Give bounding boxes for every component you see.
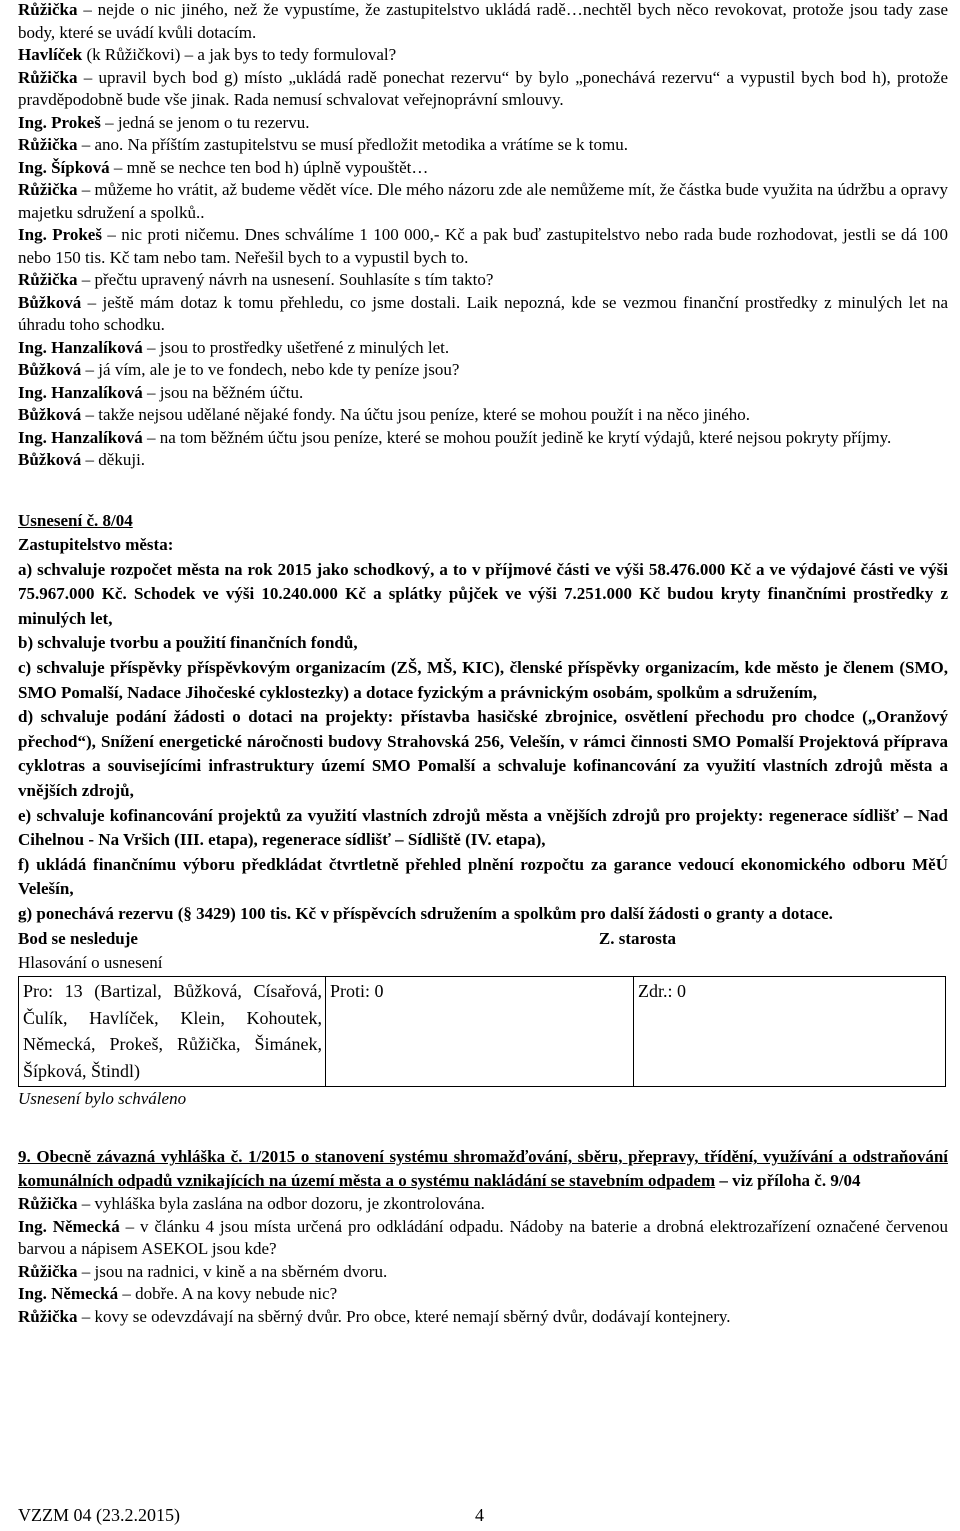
speech-line: Ing. Prokeš – jedná se jenom o tu rezervu.	[18, 112, 310, 132]
speech-line: Bůžková – takže nejsou udělané nějaké fondy. Na účtu jsou peníze, které se mohou použít i na něco jiného.	[18, 405, 751, 424]
speech-line: Bůžková – děkuji.	[18, 450, 146, 469]
section-9-heading: 9. Obecně závazná vyhláška č. 1/2015 o stanovení systému shromažďování, sběru, přepravy, třídění, využívání a odstraňování komunálních odpadů vznikajících na území města a o systému nakládání se stavebním odpadem – viz příloha č. 9/04	[18, 1147, 948, 1191]
speech-line: Růžička – kovy se odevzdávají na sběrný dvůr. Pro obce, které nemají sběrný dvůr, dodávají kontejnery.	[18, 1306, 731, 1326]
document-page	[18, 0, 948, 1328]
resolution-item: d) schvaluje podání žádosti o dotaci na projekty: přístavba hasičské zbrojnice, osvětlení přechodu pro chodce („Oranžový přechod“), Snížení energetické náročnosti budovy Strahovská 256, Velešín, v rámci činnosti SMO Pomalší Projektová příprava cyklotras a souvisejícími infrastruktury území SMO Pomalší a schvaluje kofinancování za využití vlastních zdrojů města a vnějších zdrojů,	[18, 707, 948, 801]
section-9	[18, 1145, 948, 1328]
speech-line: Růžička – vyhláška byla zaslána na odbor dozoru, je zkontrolována.	[18, 1194, 485, 1214]
vote-abstain-cell: Zdr.: 0	[634, 976, 946, 1087]
speech-line: Růžička – upravil bych bod g) místo „ukládá radě ponechat rezervu“ by bylo „ponechává rezervu“ a vypustil bych bod h), protože pravděpodobně bude vše jinak. Rada nemusí schvalovat veřejnoprávní smlouvy.	[18, 67, 948, 109]
resolution-block	[18, 509, 948, 952]
page-number: 4	[475, 1505, 484, 1525]
vote-result: Usnesení bylo schváleno	[18, 1089, 187, 1109]
speech-line: Ing. Německá – v článku 4 jsou místa určená pro odkládání odpadu. Nádoby na baterie a drobná elektrozařízení označené červenou barvou a nápisem ASEKOL jsou kde?	[18, 1216, 948, 1259]
discussion-block	[18, 0, 948, 472]
page-footer	[18, 1503, 484, 1527]
speech-line: Havlíček (k Růžičkovi) – a jak bys to tedy formuloval?	[18, 45, 397, 64]
resolution-item: f) ukládá finančnímu výboru předkládat čtvrtletně přehled plnění rozpočtu za garance vedoucí ekonomického odboru MěÚ Velešín,	[18, 854, 948, 899]
document-id: VZZM 04 (23.2.2015)	[18, 1505, 180, 1525]
speech-line: Ing. Německá – dobře. A na kovy nebude nic?	[18, 1284, 338, 1304]
resolution-lead: Zastupitelstvo města:	[18, 535, 174, 555]
speech-line: Růžička – jsou na radnici, v kině a na sběrném dvoru.	[18, 1261, 388, 1281]
resolution-item: g) ponechává rezervu (§ 3429) 100 tis. Kč v příspěvcích sdružením a spolkům pro další žádosti o granty a dotace.	[18, 904, 833, 923]
speech-line: Bůžková – já vím, ale je to ve fondech, nebo kde ty peníze jsou?	[18, 360, 460, 379]
speech-line: Ing. Hanzalíková – jsou to prostředky ušetřené z minulých let.	[18, 337, 450, 357]
resolution-item: b) schvaluje tvorbu a použití finančních fondů,	[18, 633, 358, 653]
resolution-tracking-row	[18, 927, 948, 952]
speech-line: Bůžková – ještě mám dotaz k tomu přehledu, co jsme dostali. Laik nepozná, kde se vezmou finanční prostředky z minulých let na úhradu toho schodku.	[18, 292, 948, 334]
speech-line: Růžička – přečtu upravený návrh na usnesení. Souhlasíte s tím takto?	[18, 270, 494, 289]
vote-heading: Hlasování o usnesení	[18, 953, 163, 973]
speech-line: Růžička – ano. Na příštím zastupitelstvu se musí předložit metodika a vrátíme se k tomu.	[18, 135, 628, 154]
speech-line: Ing. Hanzalíková – na tom běžném účtu jsou peníze, které se mohou použít jedině ke krytí výdajů, které nejsou pokryty příjmy.	[18, 427, 892, 447]
tracking-note: Bod se nesleduje	[18, 928, 138, 948]
resolution-item: a) schvaluje rozpočet města na rok 2015 jako schodkový, a to v příjmové části ve výši 58.476.000 Kč a ve výdajové části ve výši 75.967.000 Kč. Schodek ve výši 10.240.000 Kč a splátky půjček ve výši 7.251.000 Kč budou kryty finančními prostředky z minulých let,	[18, 559, 948, 628]
vote-for-cell: Pro: 13 (Bartizal, Bůžková, Císařová, Čulík, Havlíček, Klein, Kohoutek, Německá, Prokeš, Růžička, Šimánek, Šípková, Štindl)	[18, 976, 326, 1087]
vote-table	[18, 976, 948, 1087]
resolution-item: c) schvaluje příspěvky příspěvkovým organizacím (ZŠ, MŠ, KIC), členské příspěvky organizacím, kde město je členem (SMO, SMO Pomalší, Nadace Jihočeské cyklostezky) a dotace fyzickým a právnickým osobám, spolkům a sdružením,	[18, 658, 948, 702]
speech-line: Ing. Hanzalíková – jsou na běžném účtu.	[18, 382, 304, 402]
speech-line: Ing. Prokeš – nic proti ničemu. Dnes schválíme 1 100 000,- Kč a pak buď zastupitelstvo nebo rada bude rozhodovat, jestli se dá 100 nebo 150 tis. Kč tam nebo tam. Neřešil bych to a vypustil bych to.	[18, 225, 948, 267]
resolution-title: Usnesení č. 8/04	[18, 510, 133, 530]
vote-against-cell: Proti: 0	[326, 976, 634, 1087]
responsible-person: Z. starosta	[598, 928, 676, 948]
speech-line: Růžička – můžeme ho vrátit, až budeme vědět více. Dle mého názoru zde ale nemůžeme mít, že částka bude využita na údržbu a opravy majetku sdružení a spolků..	[18, 180, 948, 222]
resolution-item: e) schvaluje kofinancování projektů za využití vlastních zdrojů města a vnějších zdrojů pro projekty: regenerace sídlišť – Nad Cihelnou - Na Vršich (III. etapa), regenerace sídlišť – Sídliště (IV. etapa),	[18, 805, 948, 850]
speech-line: Růžička – nejde o nic jiného, než že vypustíme, že zastupitelstvo ukládá radě…nechtěl bych něco revokovat, protože jsou tady zase body, které se uvádí kvůli dotacím.	[18, 0, 948, 42]
speech-line: Ing. Šípková – mně se nechce ten bod h) úplně vypouštět…	[18, 157, 429, 177]
